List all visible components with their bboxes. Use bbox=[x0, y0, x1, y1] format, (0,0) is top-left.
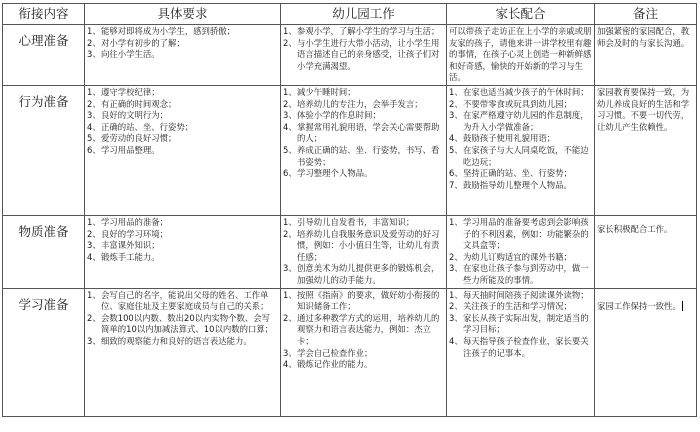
note-cell: 加强紧密的家园配合，教师会及时的与家长沟通。 bbox=[595, 25, 697, 86]
kindergarten-cell bbox=[281, 25, 447, 86]
kindergarten-cell bbox=[281, 288, 447, 416]
list-item: 6、 坚持正确的站、坐、行姿势； bbox=[449, 168, 572, 179]
table-row bbox=[3, 25, 697, 86]
list-item: 3、 向往小学生活。 bbox=[87, 49, 160, 60]
list-item: 4、 掌握常用礼貌用语，学会关心需要帮助的人； bbox=[283, 121, 440, 144]
list-item: 2、 为幼儿订购适宜的课外书籍； bbox=[449, 251, 572, 262]
list-item: 2、 良好的学习环境； bbox=[87, 228, 168, 239]
list-item: 5、 养成正确的站、坐、行姿势，书写、看书姿势； bbox=[283, 144, 440, 167]
list-item: 3、 家长从孩子实际出发，制定适当的学习目标； bbox=[449, 312, 589, 335]
list-item: 2、 关注孩子的生活和学习情况； bbox=[449, 301, 572, 312]
list-item: 3、 细致的观察能力和良好的语言表达能力。 bbox=[87, 335, 252, 346]
parents-cell bbox=[447, 288, 595, 416]
list-item: 2、 培养幼儿自我服务意识及爱劳动的好习惯，例如：小小值日生等，让幼儿有责任感； bbox=[283, 228, 440, 262]
list-item: 2、 不要带零食或玩具到幼儿园； bbox=[449, 98, 572, 109]
list-item: 1、 减少午睡时间； bbox=[283, 86, 356, 97]
text-cursor bbox=[682, 301, 683, 311]
note-cell: 家园教育要保持一致，为幼儿养成良好的生活和学习习惯。不要一切代劳，让幼儿产生依赖性。 bbox=[595, 85, 697, 215]
list-item: 1、 遵守学校纪律； bbox=[87, 86, 160, 97]
list-item: 1、 学习用品的准备； bbox=[87, 216, 168, 227]
list-item: 1、 按照《指南》的要求，做好幼小衔接的知识储备工作； bbox=[283, 289, 440, 312]
note-text: 家园工作保持一致性。 bbox=[597, 300, 681, 311]
list-item: 5、 在家孩子与大人同桌吃饭，不能边吃边玩； bbox=[449, 144, 589, 167]
header-note: 备注 bbox=[595, 4, 697, 25]
header-row bbox=[3, 4, 697, 25]
table-row bbox=[3, 215, 697, 288]
stage-cell: 物质准备 bbox=[3, 215, 85, 288]
requirements-cell bbox=[85, 85, 281, 215]
list-item: 7、 鼓励指导幼儿整理个人物品。 bbox=[449, 179, 572, 190]
requirements-cell bbox=[85, 25, 281, 86]
header-parents: 家长配合 bbox=[447, 4, 595, 25]
list-item: 1、 会写自己的名字，能说出父母的姓名、工作单位、家庭住址及主要家庭成员与自己的关系； bbox=[87, 289, 269, 312]
list-item: 1、 能够对即将成为小学生，感到骄傲； bbox=[87, 26, 235, 36]
requirements-cell bbox=[85, 215, 281, 288]
list-item: 4、 每天指导孩子检查作业，家长要关注孩子的记事本。 bbox=[449, 335, 589, 358]
list-item: 2、 对小学有初步的了解； bbox=[87, 37, 185, 48]
kindergarten-cell bbox=[281, 85, 447, 215]
list-item: 4、 锻炼记作业的能力。 bbox=[283, 359, 373, 370]
list-item: 6、 学习用品整理。 bbox=[87, 144, 160, 155]
stage-cell: 行为准备 bbox=[3, 85, 85, 215]
list-item: 2、 会数100以内数、数出20以内实物个数、会写简单的10以内加减法算式、10以内数的口算； bbox=[87, 312, 274, 335]
list-item: 2、 通过多种教学方式的运用，培养幼儿的观察力和语言表达能力，例如：杰立卡； bbox=[283, 312, 440, 346]
header-requirements: 具体要求 bbox=[85, 4, 281, 25]
table-row bbox=[3, 85, 697, 215]
list-item: 1、 学习用品的准备要考虑到会影响孩子的不利因素，例如：功能繁杂的文具盒等； bbox=[449, 216, 589, 251]
note-cell[interactable] bbox=[595, 288, 697, 416]
stage-cell: 学习准备 bbox=[3, 288, 85, 416]
header-stage: 衔接内容 bbox=[3, 4, 85, 25]
list-item: 2、 培养幼儿的专注力，会举手发言； bbox=[283, 98, 423, 109]
list-item: 1、 在家也适当减少孩子的午休时间； bbox=[449, 86, 589, 97]
list-item: 4、 正确的站、坐、行姿势； bbox=[87, 121, 194, 132]
kindergarten-cell bbox=[281, 215, 447, 288]
list-item: 3、 在家也让孩子参与到劳动中，做一些力所能及的事情。 bbox=[449, 263, 589, 285]
parents-cell: 可以带孩子走访正在上小学的亲戚或朋友家的孩子，请他来讲一讲学校里有趣的事情，在孩子心灵上创造一种新鲜感和好奇感，愉快的开始新的学习与生活。 bbox=[447, 25, 595, 86]
requirements-cell bbox=[85, 288, 281, 416]
list-item: 3、 创意美术为幼儿提供更多的锻炼机会，加强幼儿的动手能力。 bbox=[283, 263, 440, 285]
list-item: 3、 良好的文明行为； bbox=[87, 110, 168, 121]
list-item: 2、 与小学生进行大带小活动，让小学生用语言描述自己的亲身感受，让孩子们对小学充满渴望。 bbox=[283, 37, 440, 71]
list-item: 2、 有正确的时间观念； bbox=[87, 98, 177, 109]
list-item: 3、 丰富课外知识； bbox=[87, 240, 160, 251]
list-item: 3、 学会自己检查作业； bbox=[283, 347, 373, 358]
header-kindergarten: 幼儿园工作 bbox=[281, 4, 447, 25]
list-item: 4、 锻炼手工能力。 bbox=[87, 251, 160, 262]
table-row bbox=[3, 288, 697, 416]
note-cell: 家长积极配合工作。 bbox=[595, 215, 697, 288]
list-item: 1、 引导幼儿自发看书，丰富知识； bbox=[283, 216, 415, 227]
list-item: 3、 体验小学的作息时间； bbox=[283, 110, 381, 121]
stage-cell: 心理准备 bbox=[3, 25, 85, 86]
list-item: 5、 爱劳动的良好习惯； bbox=[87, 133, 177, 144]
list-item: 6、 学习整理个人物品。 bbox=[283, 168, 373, 179]
list-item: 3、 在家严格遵守幼儿园的作息制度，为升入小学做准备； bbox=[449, 110, 589, 132]
parents-cell bbox=[447, 85, 595, 215]
list-item: 4、 鼓励孩子使用礼貌用语； bbox=[449, 133, 556, 144]
list-item: 1、 每天抽时间陪孩子阅读课外读物； bbox=[449, 289, 589, 300]
parents-cell bbox=[447, 215, 595, 288]
list-item: 1、 参观小学，了解小学生的学习与生活； bbox=[283, 26, 440, 36]
transition-plan-table bbox=[2, 3, 697, 417]
